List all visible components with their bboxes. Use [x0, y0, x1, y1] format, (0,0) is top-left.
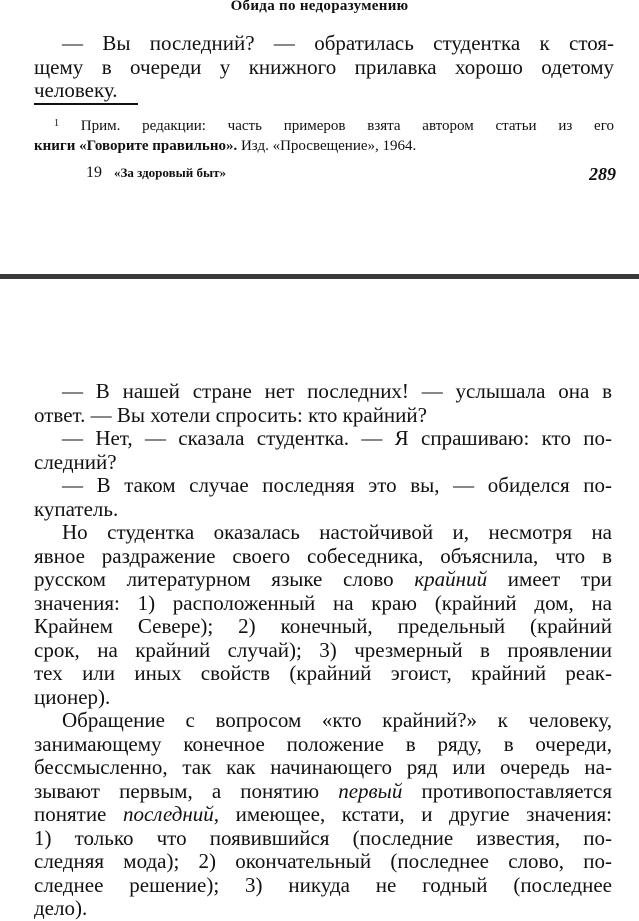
text-line: — В таком случае последняя это вы, — обиделся по- [62, 473, 612, 497]
footnote-text: Прим. редакции: часть примеров взята автором статьи из его [80, 118, 614, 134]
text-line [34, 568, 612, 592]
text-segment: имеет три [507, 567, 613, 591]
term-posledniy: последний, [122, 802, 220, 826]
upper-page [0, 0, 639, 277]
lower-paragraphs [34, 380, 612, 921]
text-line [34, 780, 612, 804]
text-line [34, 803, 612, 827]
footnote-rule [34, 103, 138, 105]
upper-paragraph [34, 32, 614, 103]
footnote-marker: 1 [54, 118, 59, 129]
footnote-publisher: Изд. «Просвещение», 1964. [237, 138, 417, 154]
section-title: Обида по недоразумению [230, 0, 409, 14]
page-number: 289 [589, 164, 616, 184]
text-line: следняя мода); 2) окончательный (последнее слово, по- [34, 849, 612, 873]
text-line: человеку. [34, 78, 118, 102]
text-line: купатель. [34, 496, 119, 521]
signature-title: «За здоровый быт» [114, 165, 227, 180]
text-line: следнее решение); 3) никуда не годный (последнее [34, 872, 612, 897]
term-krainiy: крайний [414, 567, 488, 591]
text-line: 1) только что появившийся (последние известия, по- [34, 825, 612, 850]
text-segment: зывают первым, а понятию [34, 778, 320, 803]
footnote [34, 114, 614, 156]
term-perviy: первый [338, 778, 403, 803]
text-line: Крайнем Севере); 2) конечный, предельный (крайний [34, 614, 612, 638]
text-line: дело). [34, 896, 88, 920]
page-footer [86, 164, 616, 182]
text-line: бессмысленно, так как начинающего ряд или очередь на- [34, 755, 612, 779]
text-line: значения: 1) расположенный на краю (крайний дом, на [34, 590, 612, 615]
footnote-line [34, 114, 614, 136]
text-line: тех или иных свойств (крайний эгоист, крайний реак- [34, 661, 612, 685]
footnote-line [34, 136, 614, 156]
text-line: Но студентка оказалась настойчивой и, несмотря на [62, 520, 612, 544]
text-line: ционер). [34, 684, 111, 709]
text-line: — В нашей стране нет последних! — услышала она в [62, 379, 612, 403]
text-segment: понятие [34, 802, 107, 826]
text-line: следний? [34, 449, 117, 474]
text-segment: русском литературном языке слово [34, 567, 394, 591]
text-line: срок, на крайний случай); 3) чрезмерный в проявлении [34, 637, 612, 662]
text-line: занимающему конечное положение в ряду, в очереди, [34, 731, 612, 756]
text-line: Обращение с вопросом «кто крайний?» к человеку, [62, 708, 612, 732]
text-segment: противопоставляется [421, 778, 613, 803]
text-line: ответ. — Вы хотели спросить: кто крайний? [34, 402, 427, 427]
signature-number: 19 [86, 164, 102, 181]
text-segment: имеющее, кстати, и другие значения: [235, 802, 612, 826]
text-line: явное раздражение своего собеседника, объяснила, что в [34, 543, 612, 568]
text-line: щему в очереди у книжного прилавка хорошо одетому [34, 54, 614, 79]
footnote-book-title: книги «Говорите правильно». [34, 138, 238, 154]
text-line: — Вы последний? — обратилась студентка к стоя- [62, 31, 614, 55]
text-line: — Нет, — сказала студентка. — Я спрашиваю: кто по- [62, 426, 612, 450]
